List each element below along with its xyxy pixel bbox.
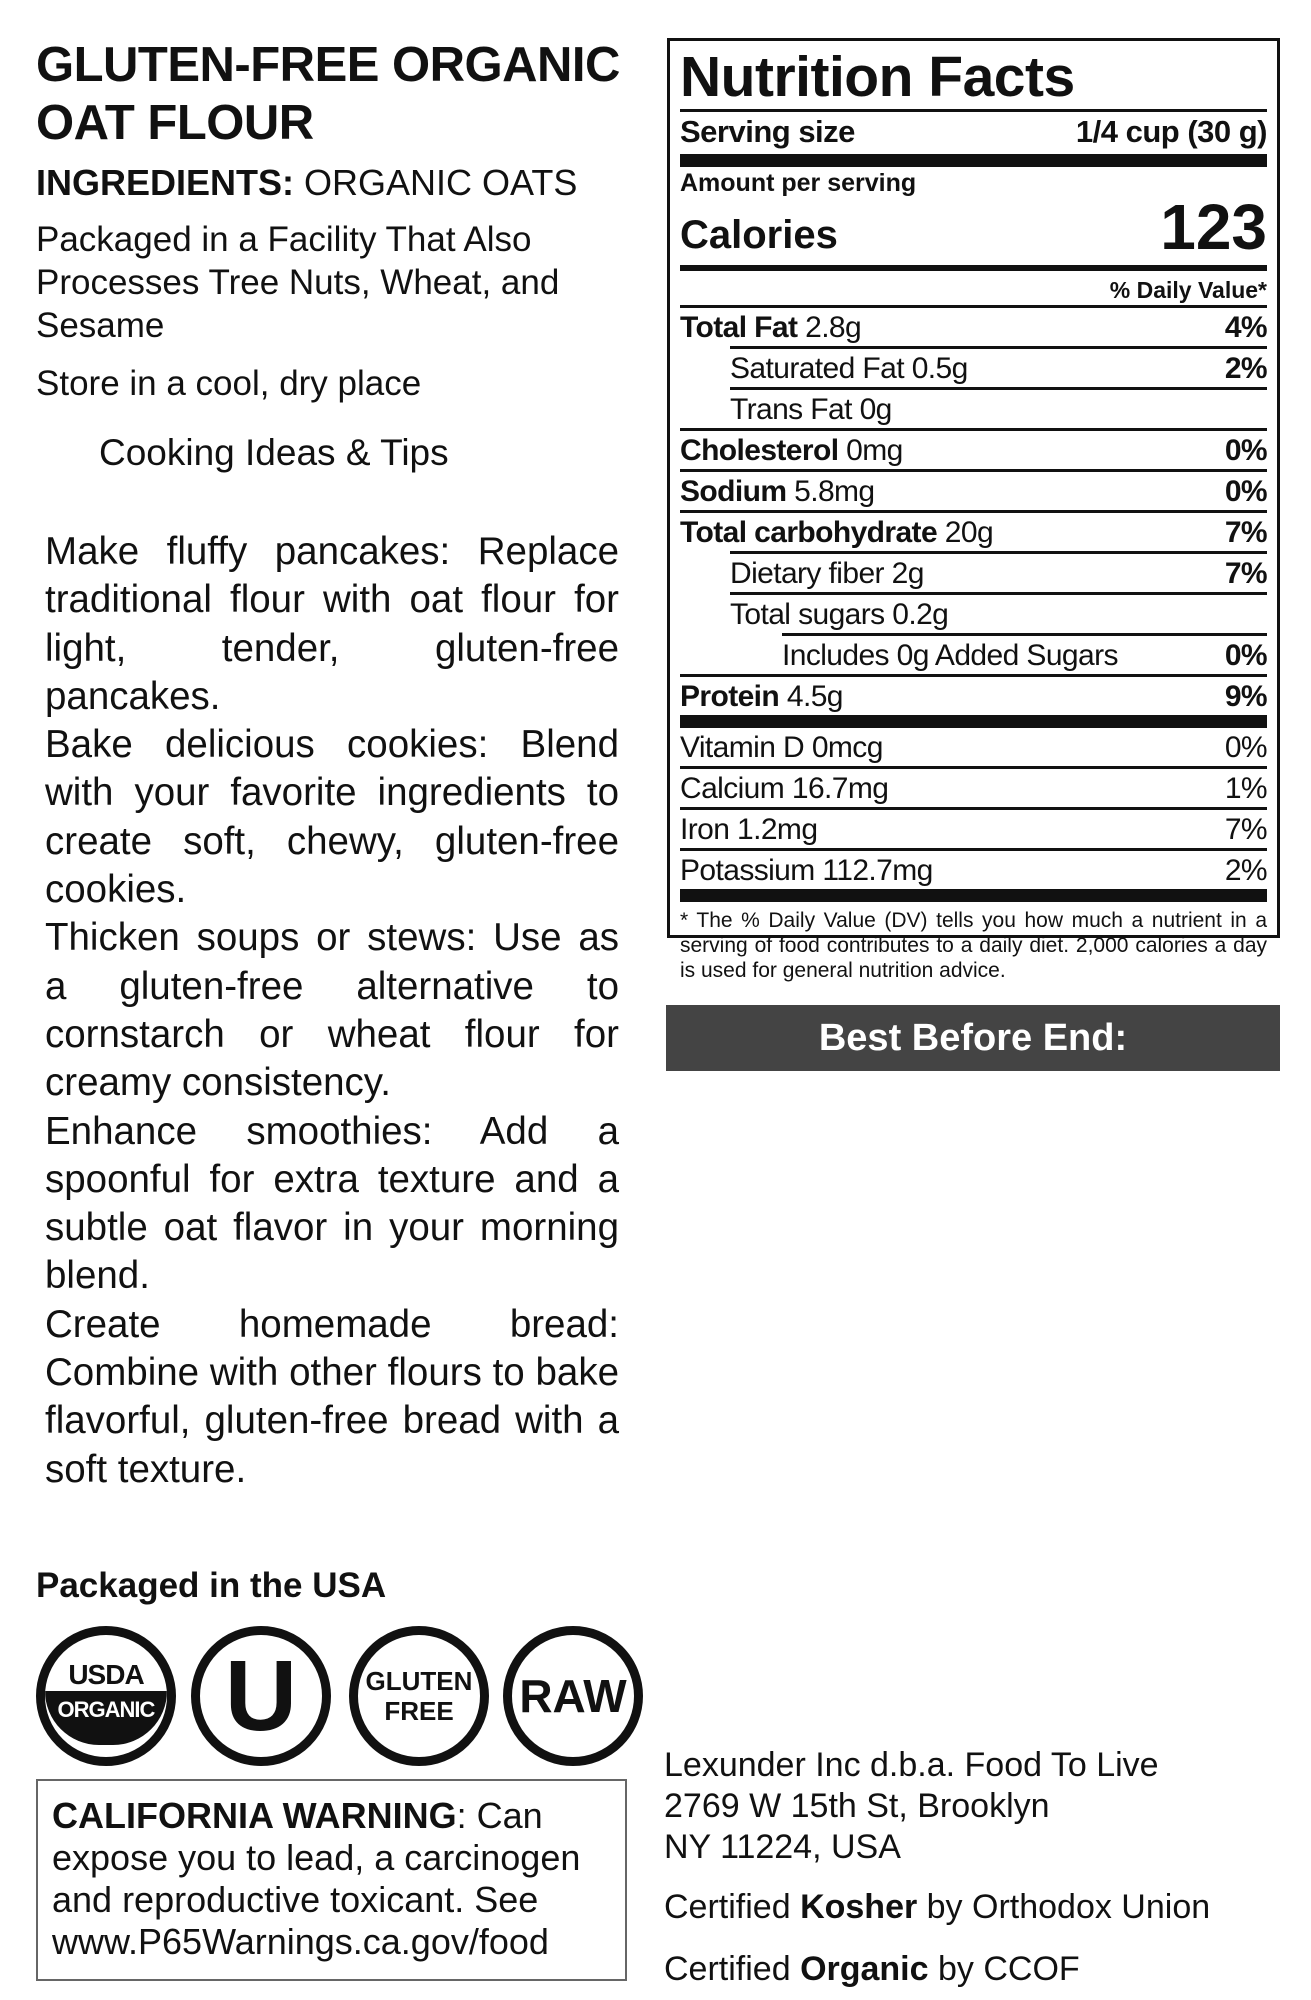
kosher-ou-icon xyxy=(191,1626,331,1766)
vitamin-name: Calcium 16.7mg xyxy=(680,772,889,805)
ingredients xyxy=(36,162,577,204)
tip-item: Bake delicious cookies: Blend with your favorite ingredients to create soft, chewy, gluten-free cookies. xyxy=(45,723,619,912)
nutrient-name: Protein xyxy=(680,680,780,713)
kosher-certification xyxy=(664,1888,1210,1927)
company-address xyxy=(664,1745,1159,1868)
nutrient-dv: 2% xyxy=(1224,352,1267,385)
raw-text: RAW xyxy=(519,1670,627,1722)
cert-organic: Organic xyxy=(800,1950,929,1988)
ingredients-label: INGREDIENTS: xyxy=(36,162,295,203)
nutrient-amount: 0mg xyxy=(838,434,903,467)
gluten-text: GLUTEN xyxy=(365,1666,473,1696)
tips-heading: Cooking Ideas & Tips xyxy=(99,432,449,473)
nutrient-amount: 5.8mg xyxy=(786,475,875,508)
raw-icon xyxy=(503,1626,643,1766)
daily-value-header: % Daily Value* xyxy=(1109,277,1267,303)
nutrient-dv: 7% xyxy=(1224,557,1267,590)
cert-prefix: Certified xyxy=(664,1888,801,1926)
nutrient-name: Trans Fat 0g xyxy=(730,393,892,426)
nutrient-name: Total sugars 0.2g xyxy=(730,598,949,631)
vitamin-row xyxy=(680,851,1267,889)
organic-certification xyxy=(664,1950,1080,1989)
gluten-free-icon xyxy=(349,1626,489,1766)
prop65-warning xyxy=(36,1779,627,1981)
nutrient-row xyxy=(680,472,1267,510)
nutrient-row xyxy=(680,349,1267,387)
calories-value: 123 xyxy=(1160,191,1267,263)
free-text: FREE xyxy=(384,1696,454,1726)
nutrient-row xyxy=(680,390,1267,428)
kosher-text: U xyxy=(224,1640,298,1752)
vitamin-name: Potassium 112.7mg xyxy=(680,854,933,887)
nutrient-dv: 9% xyxy=(1224,680,1267,713)
nutrient-dv: 0% xyxy=(1224,639,1267,672)
tips-list xyxy=(45,528,619,1494)
nutrient-dv: 4% xyxy=(1224,311,1267,344)
nutrient-name: Cholesterol xyxy=(680,434,839,467)
nutrient-name: Total carbohydrate xyxy=(680,516,938,549)
vitamin-name: Vitamin D 0mcg xyxy=(680,731,883,764)
nutrient-amount: 4.5g xyxy=(779,680,843,713)
nutrition-title: Nutrition Facts xyxy=(680,45,1075,109)
serving-size xyxy=(680,112,1267,154)
vitamin-dv: 2% xyxy=(1224,854,1267,887)
company-name: Lexunder Inc d.b.a. Food To Live xyxy=(664,1746,1159,1784)
title-line-1: GLUTEN-FREE ORGANIC xyxy=(36,38,620,92)
nutrient-dv: 0% xyxy=(1224,475,1267,508)
nutrient-row xyxy=(680,677,1267,715)
vitamin-row xyxy=(680,728,1267,766)
nutrition-facts-panel xyxy=(667,38,1280,982)
warning-label: CALIFORNIA WARNING xyxy=(52,1795,457,1836)
origin-statement: Packaged in the USA xyxy=(36,1566,387,1605)
serving-value: 1/4 cup (30 g) xyxy=(1075,114,1267,149)
tip-item: Create homemade bread: Combine with other flours to bake flavorful, gluten-free bread with a soft texture. xyxy=(45,1302,619,1491)
nutrient-row xyxy=(680,513,1267,551)
vitamin-dv: 0% xyxy=(1224,731,1267,764)
tip-item: Enhance smoothies: Add a spoonful for extra texture and a subtle oat flavor in your morning blend. xyxy=(45,1109,619,1298)
vitamin-dv: 7% xyxy=(1224,813,1267,846)
title-line-2: OAT FLOUR xyxy=(36,96,314,150)
address-city: NY 11224, USA xyxy=(664,1828,901,1866)
vitamin-dv: 1% xyxy=(1224,772,1267,805)
usda-text: USDA xyxy=(68,1659,144,1690)
cert-body: by CCOF xyxy=(928,1950,1080,1988)
serving-label: Serving size xyxy=(680,114,855,149)
usda-organic-icon xyxy=(36,1626,176,1766)
vitamin-row xyxy=(680,810,1267,848)
nutrient-amount: 2.8g xyxy=(797,311,862,344)
calories-row xyxy=(680,191,1267,263)
nutrient-name: Sodium xyxy=(680,475,787,508)
nutrient-row xyxy=(680,431,1267,469)
tip-item: Thicken soups or stews: Use as a gluten-free alternative to cornstarch or wheat flour for creamy consistency. xyxy=(45,916,619,1105)
amount-per-serving: Amount per serving xyxy=(680,169,917,197)
allergen-statement: Packaged in a Facility That Also Processes Tree Nuts, Wheat, and Sesame xyxy=(36,220,560,345)
nutrient-dv: 0% xyxy=(1224,434,1267,467)
nutrient-row xyxy=(680,636,1267,674)
nutrient-dv: 7% xyxy=(1224,516,1267,549)
nutrient-name: Includes 0g Added Sugars xyxy=(782,639,1118,672)
nutrient-row xyxy=(680,595,1267,633)
nutrient-row xyxy=(680,308,1267,346)
tip-item: Make fluffy pancakes: Replace traditional flour with oat flour for light, tender, gluten-free pancakes. xyxy=(45,530,619,718)
address-street: 2769 W 15th St, Brooklyn xyxy=(664,1787,1050,1825)
nutrient-row xyxy=(680,554,1267,592)
nutrient-name: Saturated Fat 0.5g xyxy=(730,352,968,385)
organic-text: ORGANIC xyxy=(45,1691,167,1745)
ingredients-value: ORGANIC OATS xyxy=(294,162,578,203)
cert-kosher: Kosher xyxy=(800,1888,918,1926)
nutrient-amount: 20g xyxy=(937,516,994,549)
vitamin-name: Iron 1.2mg xyxy=(680,813,818,846)
calories-label: Calories xyxy=(680,213,838,257)
nutrient-name: Total Fat xyxy=(680,311,798,344)
vitamin-row xyxy=(680,769,1267,807)
product-title xyxy=(36,36,620,152)
cert-prefix: Certified xyxy=(664,1950,801,1988)
storage-instructions: Store in a cool, dry place xyxy=(36,364,422,403)
best-before-label: Best Before End: xyxy=(666,1005,1280,1071)
warning-text: : Can expose you to lead, a carcinogen and reproductive toxicant. See www.P65Warnings.ca.gov/food xyxy=(52,1795,581,1962)
nutrient-name: Dietary fiber 2g xyxy=(730,557,924,590)
cert-body: by Orthodox Union xyxy=(917,1888,1211,1926)
dv-footnote: * The % Daily Value (DV) tells you how much a nutrient in a serving of food contributes to a daily diet. 2,000 calories a day is used for general nutrition advice. xyxy=(680,909,1267,982)
